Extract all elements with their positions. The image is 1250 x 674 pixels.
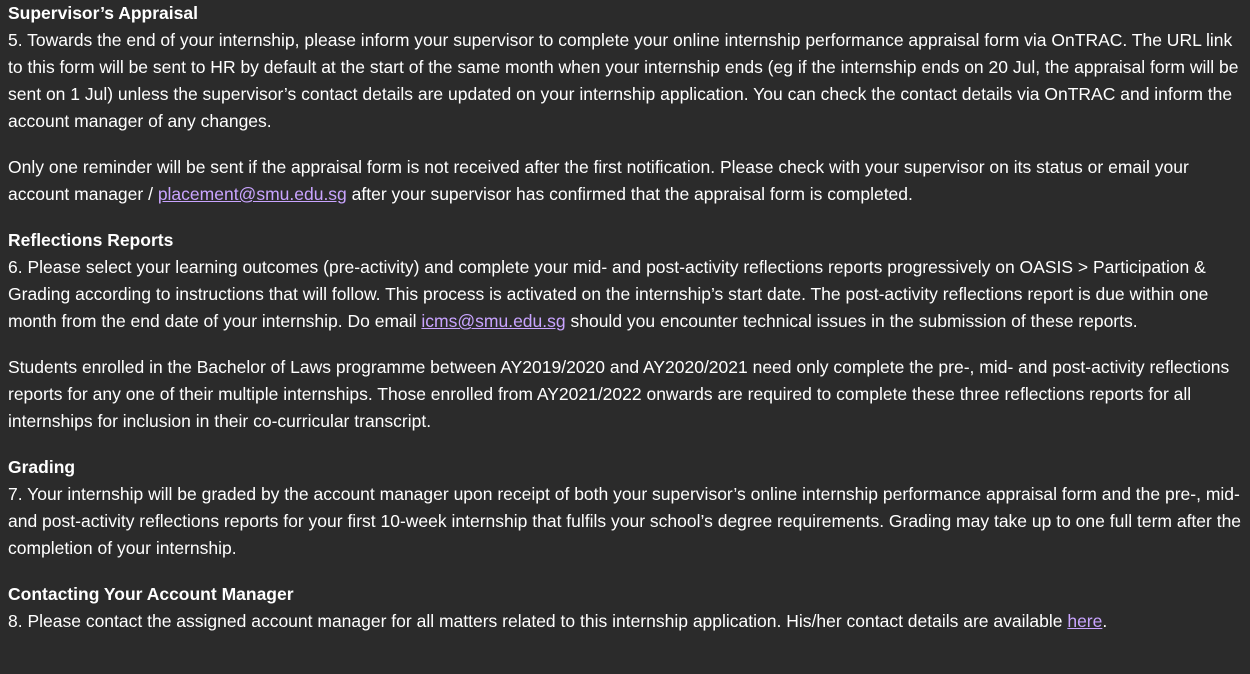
- paragraph-text: after your supervisor has confirmed that the appraisal form is completed.: [346, 184, 913, 204]
- placement-email-link[interactable]: placement@smu.edu.sg: [157, 184, 347, 204]
- paragraph-text: Only one reminder will be sent if the appraisal form is not received after the first notification. Please check with your supervisor on its status or email your account manager /: [8, 157, 1189, 204]
- paragraph-text: .: [1102, 611, 1108, 631]
- section-reflections-reports: [8, 227, 1246, 435]
- section-gap: [8, 562, 1246, 581]
- section-heading-grading: Grading: [8, 457, 76, 477]
- icms-email-link[interactable]: icms@smu.edu.sg: [421, 311, 566, 331]
- section-heading-reflections-reports: Reflections Reports: [8, 230, 174, 250]
- section-heading-supervisor-appraisal: Supervisor’s Appraisal: [8, 3, 198, 23]
- section-heading-contacting-account-manager: Contacting Your Account Manager: [8, 584, 294, 604]
- paragraph-gap: [8, 135, 1246, 154]
- section-supervisor-appraisal: [8, 0, 1246, 208]
- paragraph-grading-details: 7. Your internship will be graded by the account manager upon receipt of both your supervisor’s online internship performance appraisal form and the pre-, mid- and post-activity reflections reports for your first 10-week internship that fulfils your school’s degree requirements. Grading may take up to one full term after the completion of your internship.: [8, 484, 1242, 558]
- paragraph-text: should you encounter technical issues in the submission of these reports.: [565, 311, 1138, 331]
- section-grading: [8, 454, 1246, 562]
- paragraph-contact-details: [8, 608, 1246, 635]
- paragraph-law-students-note: Students enrolled in the Bachelor of Laws programme between AY2019/2020 and AY2020/2021 need only complete the pre-, mid- and post-activity reflections reports for any one of their multiple internships. Those enrolled from AY2021/2022 onwards are required to complete these three reflections reports for all internships for inclusion in their co-curricular transcript.: [8, 357, 1230, 431]
- paragraph-appraisal-reminder: [8, 154, 1246, 208]
- paragraph-appraisal-instructions: 5. Towards the end of your internship, please inform your supervisor to complete your online internship performance appraisal form via OnTRAC. The URL link to this form will be sent to HR by default at the start of the same month when your internship ends (eg if the internship ends on 20 Jul, the appraisal form will be sent on 1 Jul) unless the supervisor’s contact details are updated on your internship application. You can check the contact details via OnTRAC and inform the account manager of any changes.: [8, 30, 1239, 131]
- paragraph-text: 6. Please select your learning outcomes (pre-activity) and complete your mid- and post-activity reflections reports progressively on OASIS > Participation & Grading according to instructions that will follow. This process is activated on the internship’s start date. The post-activity reflections report is due within one month from the end date of your internship. Do email: [8, 257, 1209, 331]
- paragraph-text: 8. Please contact the assigned account manager for all matters related to this internship application. His/her contact details are available: [8, 611, 1068, 631]
- paragraph-gap: [8, 335, 1246, 354]
- section-gap: [8, 208, 1246, 227]
- paragraph-reflections-instructions: [8, 254, 1246, 335]
- section-contacting-account-manager: [8, 581, 1246, 635]
- contact-details-here-link[interactable]: here: [1067, 611, 1103, 631]
- section-gap: [8, 435, 1246, 454]
